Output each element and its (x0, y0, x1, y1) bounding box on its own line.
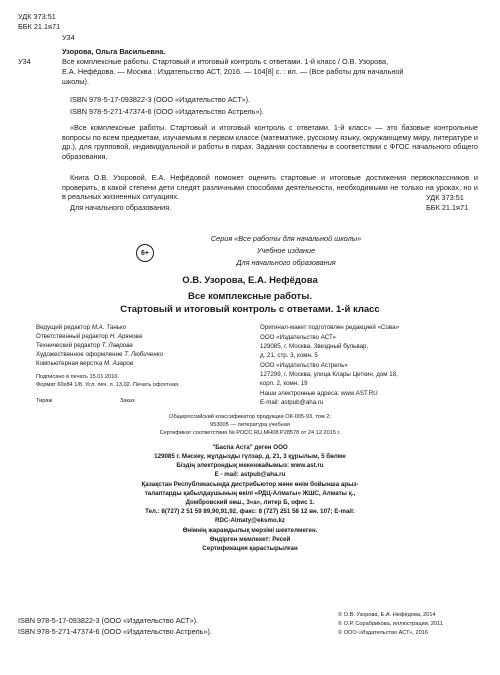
series-line: Серия «Все работы для начальной школы» (210, 234, 362, 243)
book-authors: О.В. Узорова, Е.А. Нефёдова (182, 275, 318, 286)
kz-line-3: Біздің электрондық мекенжайымыз: www.ast.ru (176, 462, 324, 469)
kz-line-9: RDC-Almaty@eksmo.kz (215, 517, 285, 524)
kz-line-6: талаптарды қабылдаушының өкілі «РДЦ-Алматы» ЖШС, Алматы қ., (144, 490, 356, 497)
copyright-illustrations: © О.Р. Сорабрикова, иллюстрации, 2011 (338, 621, 443, 627)
age-rating-badge: 6+ (136, 244, 154, 262)
biblio-audience: Для начального образования. (70, 203, 172, 212)
description-line-2: Е.А. Нефёдова. — Москва : Издательство АСТ, 2016. — 104[8] с. : ил. — (Все работы для начальной (62, 67, 404, 76)
kz-line-11: Өндірген мемлекет: Ресей (209, 536, 291, 543)
biblio-author-mark: У34 (18, 57, 31, 66)
credit-layout: Компьютерная верстка М. Азаров (36, 360, 134, 367)
kz-line-4: E - mail: astpub@aha.ru (214, 471, 286, 478)
series-audience: Для начального образования (236, 258, 336, 267)
abstract-paragraph-1: «Все комплексные работы. Стартовый и итоговый контроль с ответами. 1-й класс» — это базовые контрольные вопросы по всем предметам, изучаемым в первом классе (математике, русскому языку, окружающему миру, литературе и др.), для групповой, индивидуальной и работы в парах. Задания составлены в соответствии с ФГОС начального общего образования. (62, 123, 478, 161)
kz-line-5: Қазақстан Республикасында дистрибьютор және өнім бойынша арыз- (141, 481, 359, 488)
print-order-label: Заказ (120, 398, 135, 404)
print-signed: Подписано в печать 15.01.2016. (36, 374, 120, 380)
print-format: Формат 60х84 1/8. Усл. печ. л. 13,02. Печать офсетная. (36, 382, 180, 388)
publisher-line-4: д. 21, стр. 3, комн. 5 (260, 352, 318, 359)
classifier-line-2: 953005 — литература учебная (210, 422, 290, 428)
publisher-line-1: Оригинал-макет подготовлен редакцией «Сова» (260, 324, 400, 331)
biblio-bbk: ББК 21.1я71 (426, 203, 469, 212)
description-line-3: школы). (62, 77, 89, 86)
abstract-paragraph-2: Книга О.В. Узоровой, Е.А. Нефёдовой поможет оценить стартовые и итоговые достижения первоклассников и проверить, в какой степени дети следят различными способами деятельности, необходимыми не только на уроках, но и в реальных жизненных ситуациях. (62, 173, 478, 202)
biblio-isbn-2: ISBN 978-5-271-47374-6 (ООО «Издательство Астрель»). (70, 107, 265, 116)
publisher-line-7: корп. 2, комн. 19 (260, 380, 308, 387)
kz-line-2: 129085 г. Мәскеу, жұлдызды гүлзар, д. 21, 3 құрылым, 5 бөлме (154, 453, 346, 460)
book-title-line-2: Стартовый и итоговый контроль с ответами. 1-й класс (120, 304, 380, 315)
credit-responsible-editor: Ответственный редактор Н. Арянова (36, 333, 142, 340)
publisher-email: E-mail: astpub@aha.ru (260, 399, 324, 406)
publisher-line-8: Наши электронные адреса: www.AST.RU (260, 390, 378, 397)
classifier-line-3: Сертификат соответствия № РОСС RU.МН08.Р28578 от 24.12.2015 г. (159, 430, 341, 436)
kz-line-8: Тел.: 8(727) 2 51 59 89,90,91,92, факс: 8 (727) 251 58 12 вн. 107; E-mail: (145, 508, 355, 515)
kz-line-10: Өнімнің жарамдылық мерзімі шектелмеген. (182, 527, 318, 534)
copyright-authors: © О.В. Узорова, Е.А. Нефёдова, 2014 (338, 612, 436, 618)
classifier-line-1: Общероссийский классификатор продукции ОК-005-93, том 2; (169, 414, 331, 420)
header-bbk: ББК 21.1я71 (18, 22, 61, 31)
kz-line-7: Домбровский көш., 3«а», литер Б, офис 1. (185, 499, 315, 506)
book-title-line-1: Все комплексные работы. (188, 291, 312, 302)
biblio-udk: УДК 373:51 (426, 193, 464, 202)
publisher-line-5: ООО «Издательство Астрель» (260, 362, 348, 369)
print-run-label: Тираж (36, 398, 53, 404)
header-author-mark: У34 (62, 33, 75, 42)
credit-lead-editor: Ведущий редактор М.А. Танько (36, 324, 127, 331)
description-line-1: Все комплексные работы. Стартовый и итоговый контроль с ответами. 1-й класс / О.В. Узорова, (62, 57, 389, 66)
footer-isbn-2: ISBN 978-5-271-47374-6 (ООО «Издательство Астрель»). (18, 627, 213, 636)
edition-type: Учебное издание (256, 246, 316, 255)
kz-line-12: Сертификация қарастырылған (202, 545, 298, 552)
footer-isbn-1: ISBN 978-5-17-093822-3 (ООО «Издательство АСТ»). (18, 616, 199, 625)
header-udk: УДК 373:51 (18, 12, 56, 21)
publisher-line-2: ООО «Издательство АСТ» (260, 334, 337, 341)
kz-line-1: "Баспа Аста" деген ООО (212, 444, 288, 451)
biblio-isbn-1: ISBN 978-5-17-093822-3 (ООО «Издательство АСТ»). (70, 95, 251, 104)
credit-art-design: Художественное оформление Т. Любиченко (36, 351, 164, 358)
author-heading: Узорова, Ольга Васильевна. (62, 47, 166, 56)
publisher-line-6: 127299, г. Москва, улица Клары Цеткин, дом 18, (260, 371, 398, 378)
credit-technical-editor: Технический редактор Т. Лаврова (36, 342, 133, 349)
publisher-line-3: 129085, г. Москва, Звездный бульвар, (260, 343, 369, 350)
copyright-publisher: © ООО «Издательство АСТ», 2016 (338, 630, 428, 636)
